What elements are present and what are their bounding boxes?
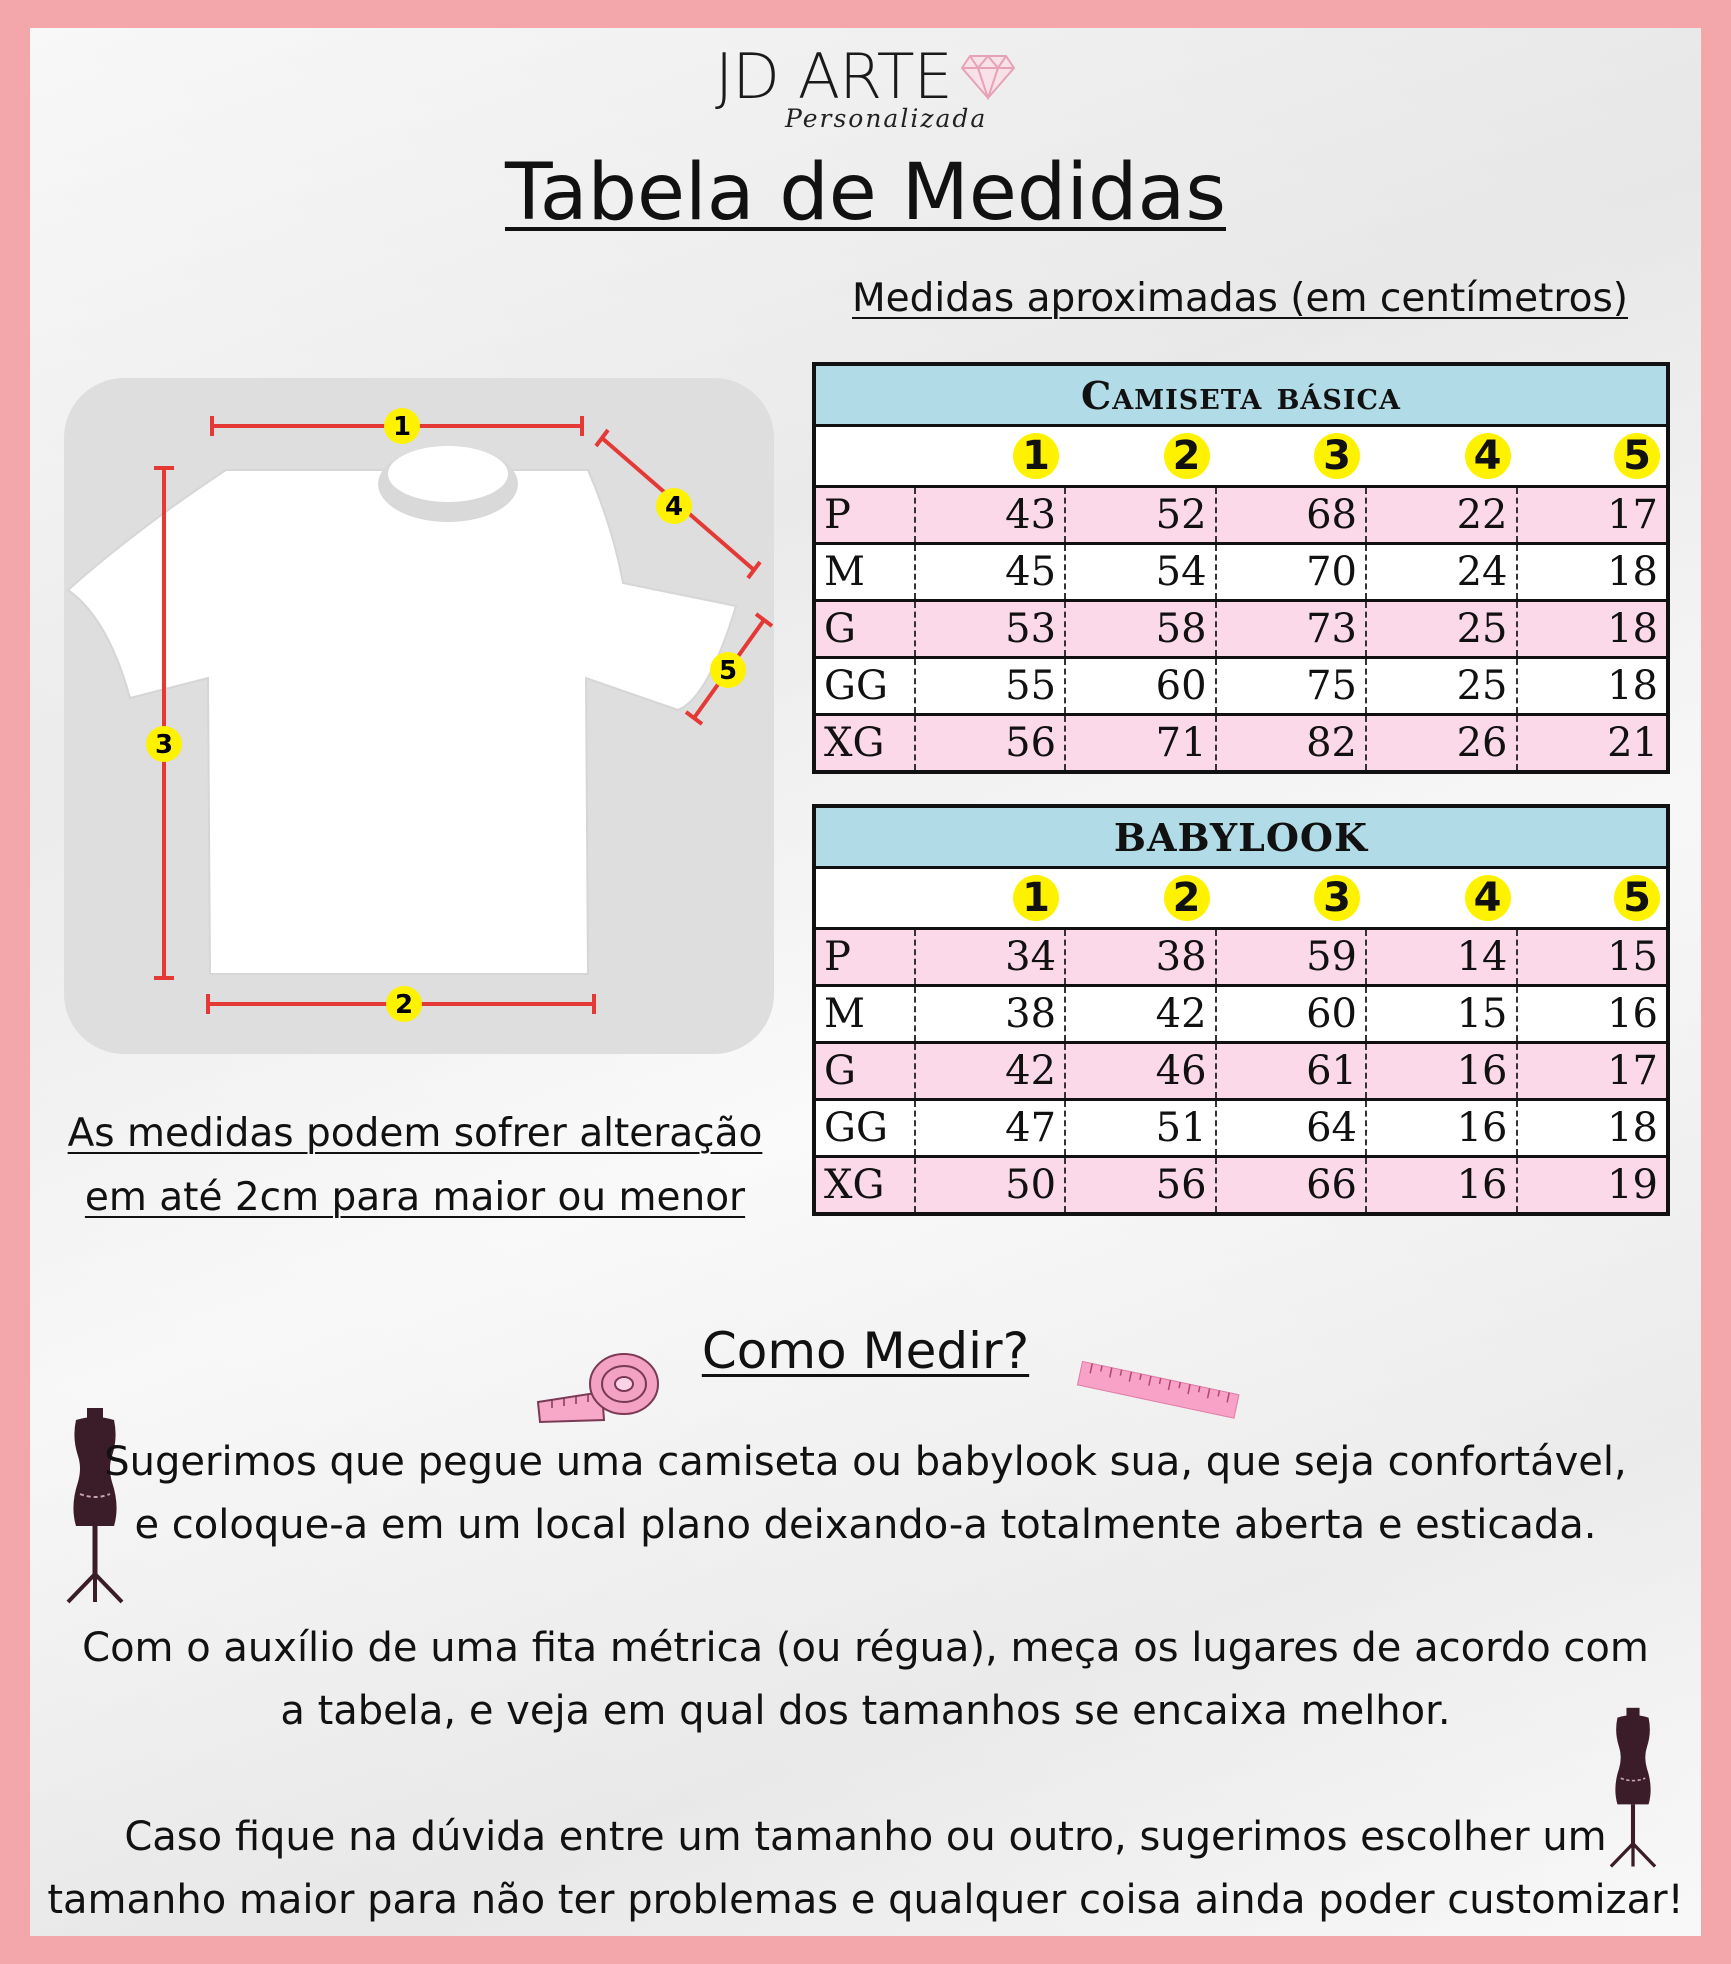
column-badge: 3 — [1314, 433, 1360, 479]
tape-measure-roll-icon — [532, 1350, 662, 1426]
svg-text:3: 3 — [154, 730, 174, 760]
svg-text:5: 5 — [718, 656, 738, 686]
table-row: G 42 46 61 16 17 — [814, 1043, 1668, 1100]
marker-4 — [656, 488, 692, 524]
svg-text:2: 2 — [394, 990, 414, 1020]
table-row: GG 47 51 64 16 18 — [814, 1100, 1668, 1157]
table-row: XG 50 56 66 16 19 — [814, 1157, 1668, 1215]
page-subtitle: Medidas aproximadas (em centímetros) — [852, 276, 1629, 321]
column-badge: 1 — [1013, 875, 1059, 921]
logo-text: JD ARTE — [715, 40, 952, 113]
size-table-babylook — [812, 804, 1670, 1216]
svg-text:4: 4 — [664, 492, 684, 522]
table-title: Camiseta básica — [814, 364, 1668, 426]
marker-3 — [146, 726, 182, 762]
column-badge: 2 — [1164, 433, 1210, 479]
how-paragraph-2: Com o auxílio de uma fita métrica (ou régua), meça os lugares de acordo com a tabela, e veja em qual dos tamanhos se encaixa melhor. — [82, 1625, 1649, 1734]
column-badge: 4 — [1465, 433, 1511, 479]
how-paragraph-3: Caso fique na dúvida entre um tamanho ou outro, sugerimos escolher um tamanho maior para não ter problemas e qualquer coisa ainda poder customizar! — [47, 1814, 1684, 1923]
table-row: XG 56 71 82 26 21 — [814, 715, 1668, 773]
table-row: G 53 58 73 25 18 — [814, 601, 1668, 658]
page-title: Tabela de Medidas — [504, 148, 1226, 238]
column-badge: 3 — [1314, 875, 1360, 921]
column-badge: 2 — [1164, 875, 1210, 921]
column-badge: 5 — [1614, 433, 1660, 479]
shirt-diagram — [64, 378, 774, 1054]
how-paragraph-1: Sugerimos que pegue uma camiseta ou babylook sua, que seja confortável, e coloque-a em um local plano deixando-a totalmente aberta e esticada. — [104, 1439, 1627, 1548]
column-badge: 5 — [1614, 875, 1660, 921]
ruler-icon — [1074, 1356, 1244, 1426]
marker-5 — [710, 652, 746, 688]
tshirt-shape — [68, 470, 736, 974]
marker-2 — [386, 986, 422, 1022]
table-row: M 45 54 70 24 18 — [814, 544, 1668, 601]
column-badge: 1 — [1013, 433, 1059, 479]
logo-subtext: Personalizada — [785, 104, 988, 133]
diamond-logo-icon — [960, 52, 1016, 100]
column-badge: 4 — [1465, 875, 1511, 921]
table-row: M 38 42 60 15 16 — [814, 986, 1668, 1043]
table-row: P 43 52 68 22 17 — [814, 487, 1668, 544]
table-row: GG 55 60 75 25 18 — [814, 658, 1668, 715]
how-to-measure-title: Como Medir? — [701, 1322, 1030, 1380]
measurement-note: As medidas podem sofrer alteração em até 2cm para maior ou menor — [67, 1111, 763, 1220]
table-row: P 34 38 59 14 15 — [814, 929, 1668, 986]
svg-text:1: 1 — [392, 412, 412, 442]
size-table-camiseta — [812, 362, 1670, 774]
marker-1 — [384, 408, 420, 444]
table-title: BABYLOOK — [814, 806, 1668, 868]
